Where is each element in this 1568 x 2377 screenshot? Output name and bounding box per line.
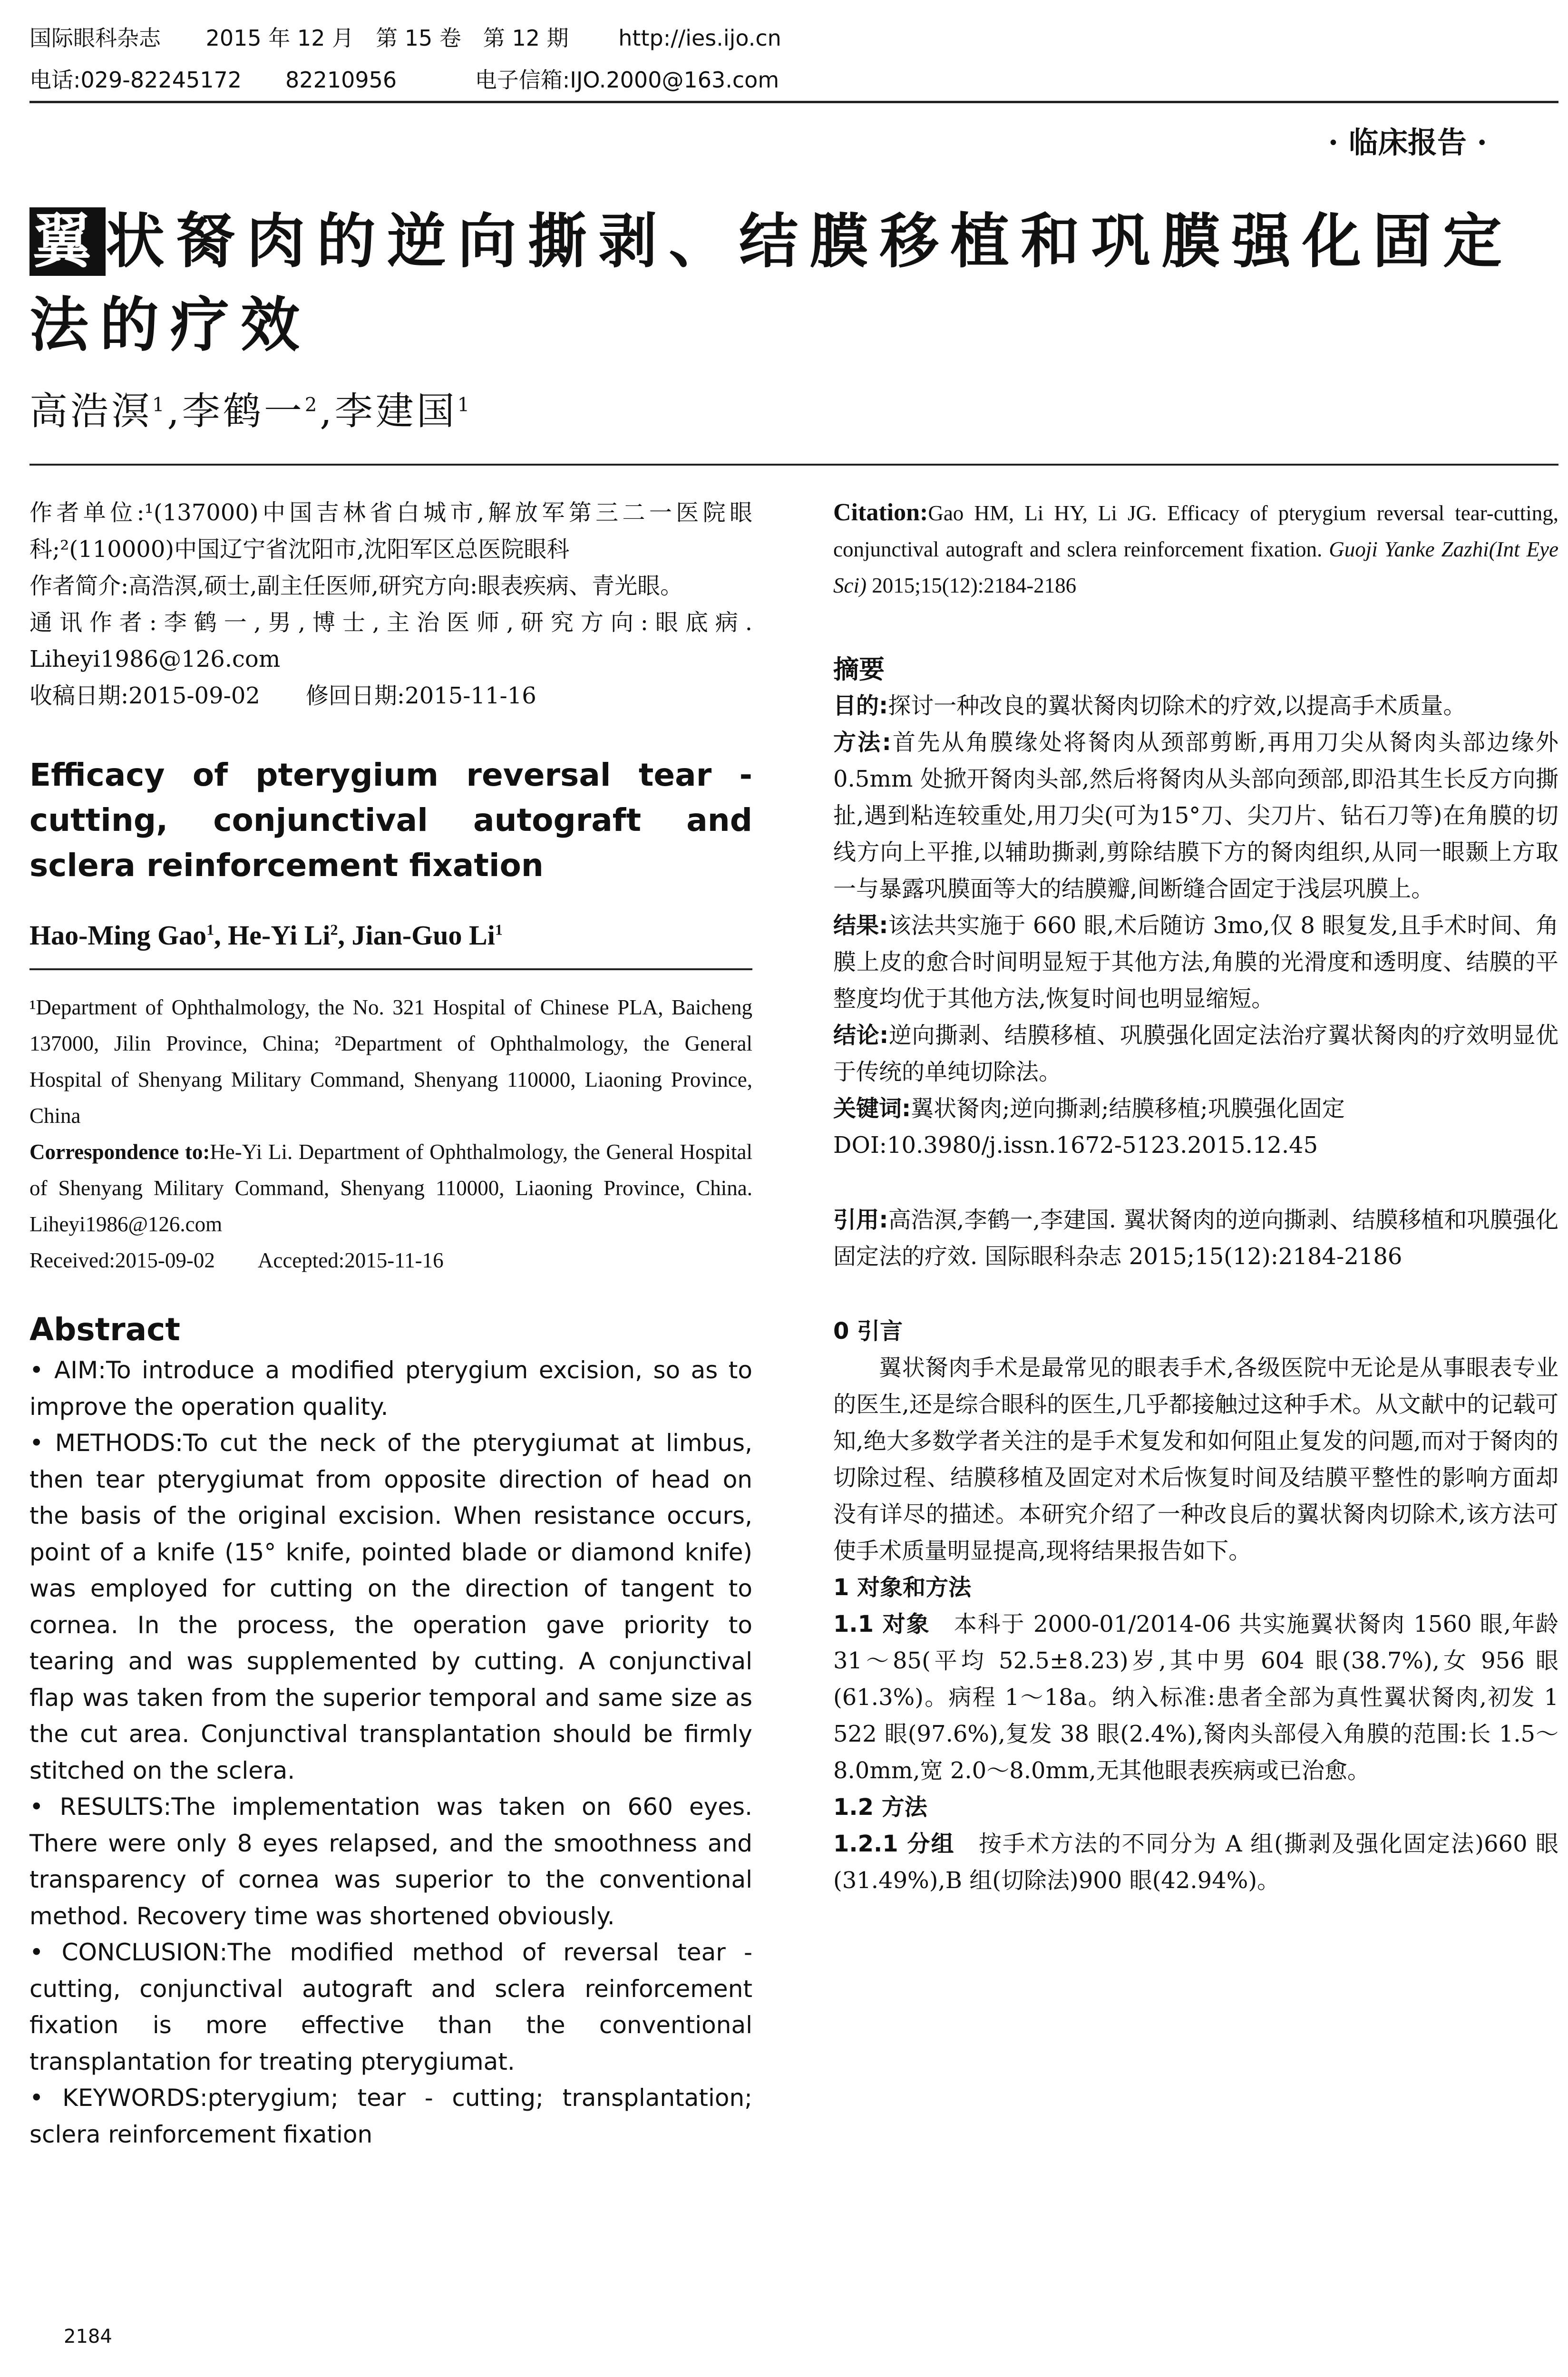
section-1-1-text: 本科于 2000-01/2014-06 共实施翼状胬肉 1560 眼,年龄 31～85(平均 52.5±8.23)岁,其中男 604 眼(38.7%),女 956 眼(61.3%)。病程 1～18a。纳入标准:患者全部为真性翼状胬肉,初发 1 522 眼(97.6%),复发 38 眼(2.4%),胬肉头部侵入角膜的范围:长 1.5～8.0mm,宽 2.0～8.0mm,无其他眼表疾病或已治愈。 bbox=[833, 1611, 1558, 1784]
abstract-conclusion-cn bbox=[833, 1017, 1558, 1091]
keywords-label-en: • KEYWORDS: bbox=[29, 2084, 208, 2112]
abstract-heading-en: Abstract bbox=[29, 1311, 180, 1348]
running-header-line-1 bbox=[29, 21, 781, 52]
conclusion-label-cn: 结论: bbox=[833, 1022, 889, 1049]
author-en-3-sup: 1 bbox=[495, 921, 503, 938]
authors-en: Hao-Ming Gao$^1$, He-Yi Li$^2$, Jian-Guo Li$^1$ bbox=[29, 920, 503, 951]
abstract-en bbox=[29, 1352, 752, 2153]
abstract-results-en bbox=[29, 1789, 752, 1934]
corresponding-author-cn: 通讯作者:李鹤一,男,博士,主治医师,研究方向:眼底病. Liheyi1986@126.com bbox=[29, 609, 752, 672]
section-1-2-1-label: 1.2.1 分组 bbox=[833, 1831, 955, 1857]
conclusion-text-cn: 逆向撕剥、结膜移植、巩膜强化固定法治疗翼状胬肉的疗效明显优于传统的单纯切除法。 bbox=[833, 1022, 1558, 1085]
abstract-aim-cn bbox=[833, 688, 1558, 724]
abstract-methods-cn bbox=[833, 724, 1558, 907]
citation-cn bbox=[833, 1202, 1558, 1275]
section-1-2-heading: 1.2 方法 bbox=[833, 1794, 927, 1821]
conclusion-label-en: • CONCLUSION: bbox=[29, 1939, 228, 1966]
issue-info: 2015 年 12 月 第 15 卷 第 12 期 bbox=[205, 25, 569, 51]
author-1: 高浩溟 bbox=[29, 389, 152, 433]
citation-cn-label: 引用: bbox=[833, 1207, 888, 1233]
abstract-aim-en bbox=[29, 1352, 752, 1425]
abstract-keywords-en bbox=[29, 2080, 752, 2153]
results-label-cn: 结果: bbox=[833, 912, 888, 939]
citation-cn-text: 高浩溟,李鹤一,李建国. 翼状胬肉的逆向撕剥、结膜移植和巩膜强化固定法的疗效. 国际眼科杂志 2015;15(12):2184-2186 bbox=[833, 1207, 1558, 1270]
dates-cn: 收稿日期:2015-09-02 修回日期:2015-11-16 bbox=[29, 682, 536, 709]
dates-en: Received:2015-09-02 Accepted:2015-11-16 bbox=[29, 1248, 444, 1272]
abstract-keywords-cn bbox=[833, 1091, 1558, 1127]
author-info-cn bbox=[29, 495, 752, 714]
citation-en bbox=[833, 495, 1558, 604]
citation-label: Citation: bbox=[833, 499, 928, 526]
author-en-3: Jian-Guo Li bbox=[351, 920, 495, 951]
author-1-sup: 1 bbox=[152, 394, 167, 416]
citation-journal: Guoji Yanke Zazhi(Int Eye Sci) bbox=[833, 537, 1559, 597]
citation-end: 2015;15(12):2184-2186 bbox=[872, 574, 1077, 597]
doi[interactable]: DOI:10.3980/j.issn.1672-5123.2015.12.45 bbox=[833, 1132, 1318, 1159]
section-1-2-1-text: 按手术方法的不同分为 A 组(撕剥及强化固定法)660 眼(31.49%),B 组(切除法)900 眼(42.94%)。 bbox=[833, 1831, 1558, 1894]
intro-text: 翼状胬肉手术是最常见的眼表手术,各级医院中无论是从事眼表专业的医生,还是综合眼科的医生,几乎都接触过这种手术。从文献中的记载可知,绝大多数学者关注的是手术复发和如何阻止复发的问题,而对于胬肉的切除过程、结膜移植及固定对术后恢复时间及结膜平整性的影响方面却没有详尽的描述。本研究介绍了一种改良后的翼状胬肉切除术,该方法可使手术质量明显提高,现将结果报告如下。 bbox=[833, 1354, 1558, 1564]
abstract-heading-cn: 摘要 bbox=[833, 654, 885, 684]
abstract-cn bbox=[833, 651, 1558, 1899]
abstract-results-cn bbox=[833, 907, 1558, 1017]
abstract-conclusion-en bbox=[29, 1934, 752, 2080]
left-column bbox=[29, 495, 752, 2153]
affiliation-en-block bbox=[29, 989, 752, 1278]
correspondence-label: Correspondence to: bbox=[29, 1140, 210, 1164]
email-info[interactable]: 电子信箱:IJO.2000@163.com bbox=[475, 67, 779, 93]
keywords-text-cn: 翼状胬肉;逆向撕剥;结膜移植;巩膜强化固定 bbox=[911, 1095, 1345, 1122]
author-en-2: He-Yi Li bbox=[228, 920, 331, 951]
page-number: 2184 bbox=[64, 2326, 112, 2348]
article-title bbox=[29, 200, 1542, 367]
methods-label-en: • METHODS: bbox=[29, 1429, 184, 1457]
section-tag: · 临床报告 · bbox=[1328, 125, 1487, 160]
results-text-en: The implementation was taken on 660 eyes. There were only 8 eyes relapsed, and the smoothness and transparency of cornea was superior to the conventional method. Recovery time was shortened obviously. bbox=[29, 1793, 752, 1930]
author-bio-cn: 作者简介:高浩溟,硕士,副主任医师,研究方向:眼表疾病、青光眼。 bbox=[29, 573, 683, 599]
results-text-cn: 该法共实施于 660 眼,术后随访 3mo,仅 8 眼复发,且手术时间、角膜上皮的愈合时间明显短于其他方法,角膜的光滑度和透明度、结膜的平整度均优于其他方法,恢复时间也明显缩短。 bbox=[833, 912, 1558, 1012]
title-rule bbox=[29, 464, 1558, 466]
title-rest: 状胬肉的逆向撕剥、结膜移植和巩膜强化固定法的疗效 bbox=[29, 207, 1514, 360]
author-2: 李鹤一 bbox=[182, 389, 305, 433]
section-1-1 bbox=[833, 1606, 1558, 1789]
author-en-1-sup: 1 bbox=[206, 921, 214, 938]
authors-en-rule bbox=[29, 968, 752, 970]
journal-name: 国际眼科杂志 bbox=[29, 25, 161, 51]
section-1-heading: 1 对象和方法 bbox=[833, 1574, 972, 1601]
author-en-2-sup: 2 bbox=[330, 921, 338, 938]
aim-label-en: • AIM: bbox=[29, 1356, 106, 1384]
methods-label-cn: 方法: bbox=[833, 729, 891, 756]
author-en-1: Hao-Ming Gao bbox=[29, 920, 207, 951]
author-3: 李建国 bbox=[334, 389, 458, 433]
journal-url[interactable]: http://ies.ijo.cn bbox=[618, 25, 781, 51]
methods-text-en: To cut the neck of the pterygiumat at limbus, then tear pterygiumat from opposite direction of head on the basis of the original excision. When resistance occurs, point of a knife (15° knife, pointed blade or diamond knife) was employed for cutting on the direction of tangent to cornea. In the process, the operation gave priority to tearing and was supplemented by cutting. A conjunctival flap was taken from the superior temporal and same size as the cut area. Conjunctival transplantation should be firmly stitched on the sclera. bbox=[29, 1429, 752, 1784]
intro-heading: 0 引言 bbox=[833, 1318, 903, 1344]
keywords-label-cn: 关键词: bbox=[833, 1095, 911, 1122]
correspondence-en bbox=[29, 1134, 752, 1242]
affiliation-cn: 作者单位:¹(137000)中国吉林省白城市,解放军第三二一医院眼科;²(110000)中国辽宁省沈阳市,沈阳军区总医院眼科 bbox=[29, 499, 752, 563]
section-1-2-1 bbox=[833, 1826, 1558, 1899]
conclusion-text-en: The modified method of reversal tear - cutting, conjunctival autograft and sclera reinforcement fixation is more effective than the conventional transplantation for treating pterygiumat. bbox=[29, 1939, 752, 2075]
citation-text: Gao HM, Li HY, Li JG. Efficacy of pterygium reversal tear-cutting, conjunctival autograft and sclera reinforcement fixation. bbox=[833, 501, 1558, 561]
aim-text-cn: 探讨一种改良的翼状胬肉切除术的疗效,以提高手术质量。 bbox=[888, 692, 1466, 719]
header-rule bbox=[29, 101, 1558, 103]
aim-label-cn: 目的: bbox=[833, 692, 888, 719]
methods-text-cn: 首先从角膜缘处将胬肉从颈部剪断,再用刀尖从胬肉头部边缘外 0.5mm 处掀开胬肉头部,然后将胬肉从头部向颈部,即沿其生长反方向撕扯,遇到粘连较重处,用刀尖(可为15°刀、尖刀片、钻石刀等)在角膜的切线方向上平推,以辅助撕剥,剪除结膜下方的胬肉组织,从同一眼颞上方取一与暴露巩膜面等大的结膜瓣,间断缝合固定于浅层巩膜上。 bbox=[833, 729, 1558, 902]
keywords-text-en: pterygium; tear - cutting; transplantation; sclera reinforcement fixation bbox=[29, 2084, 752, 2148]
author-2-sup: 2 bbox=[304, 394, 320, 416]
correspondence-text: He-Yi Li. Department of Ophthalmology, the General Hospital of Shenyang Military Command, Shenyang 110000, Liaoning Province, China. Liheyi1986@126.com bbox=[29, 1140, 752, 1236]
phone-info: 电话:029-82245172 82210956 bbox=[29, 67, 397, 93]
aim-text-en: To introduce a modified pterygium excision, so as to improve the operation quality. bbox=[29, 1356, 752, 1421]
authors-cn: 高浩溟$^1$,李鹤一$^2$,李建国$^1$ bbox=[29, 389, 473, 433]
right-column bbox=[833, 495, 1558, 1899]
abstract-methods-en bbox=[29, 1425, 752, 1789]
english-title: Efficacy of pterygium reversal tear - cutting, conjunctival autograft and sclera reinforcement fixation bbox=[29, 757, 752, 884]
running-header-line-2 bbox=[29, 63, 779, 94]
author-3-sup: 1 bbox=[457, 394, 473, 416]
results-label-en: • RESULTS: bbox=[29, 1793, 172, 1821]
section-1-1-label: 1.1 对象 bbox=[833, 1611, 930, 1637]
title-first-char: 翼 bbox=[29, 207, 106, 276]
affiliation-en: ¹Department of Ophthalmology, the No. 321 Hospital of Chinese PLA, Baicheng 137000, Jilin Province, China; ²Department of Ophthalmology, the General Hospital of Shenyang Military Command, Shenyang 110000, Liaoning Province, China bbox=[29, 995, 752, 1128]
